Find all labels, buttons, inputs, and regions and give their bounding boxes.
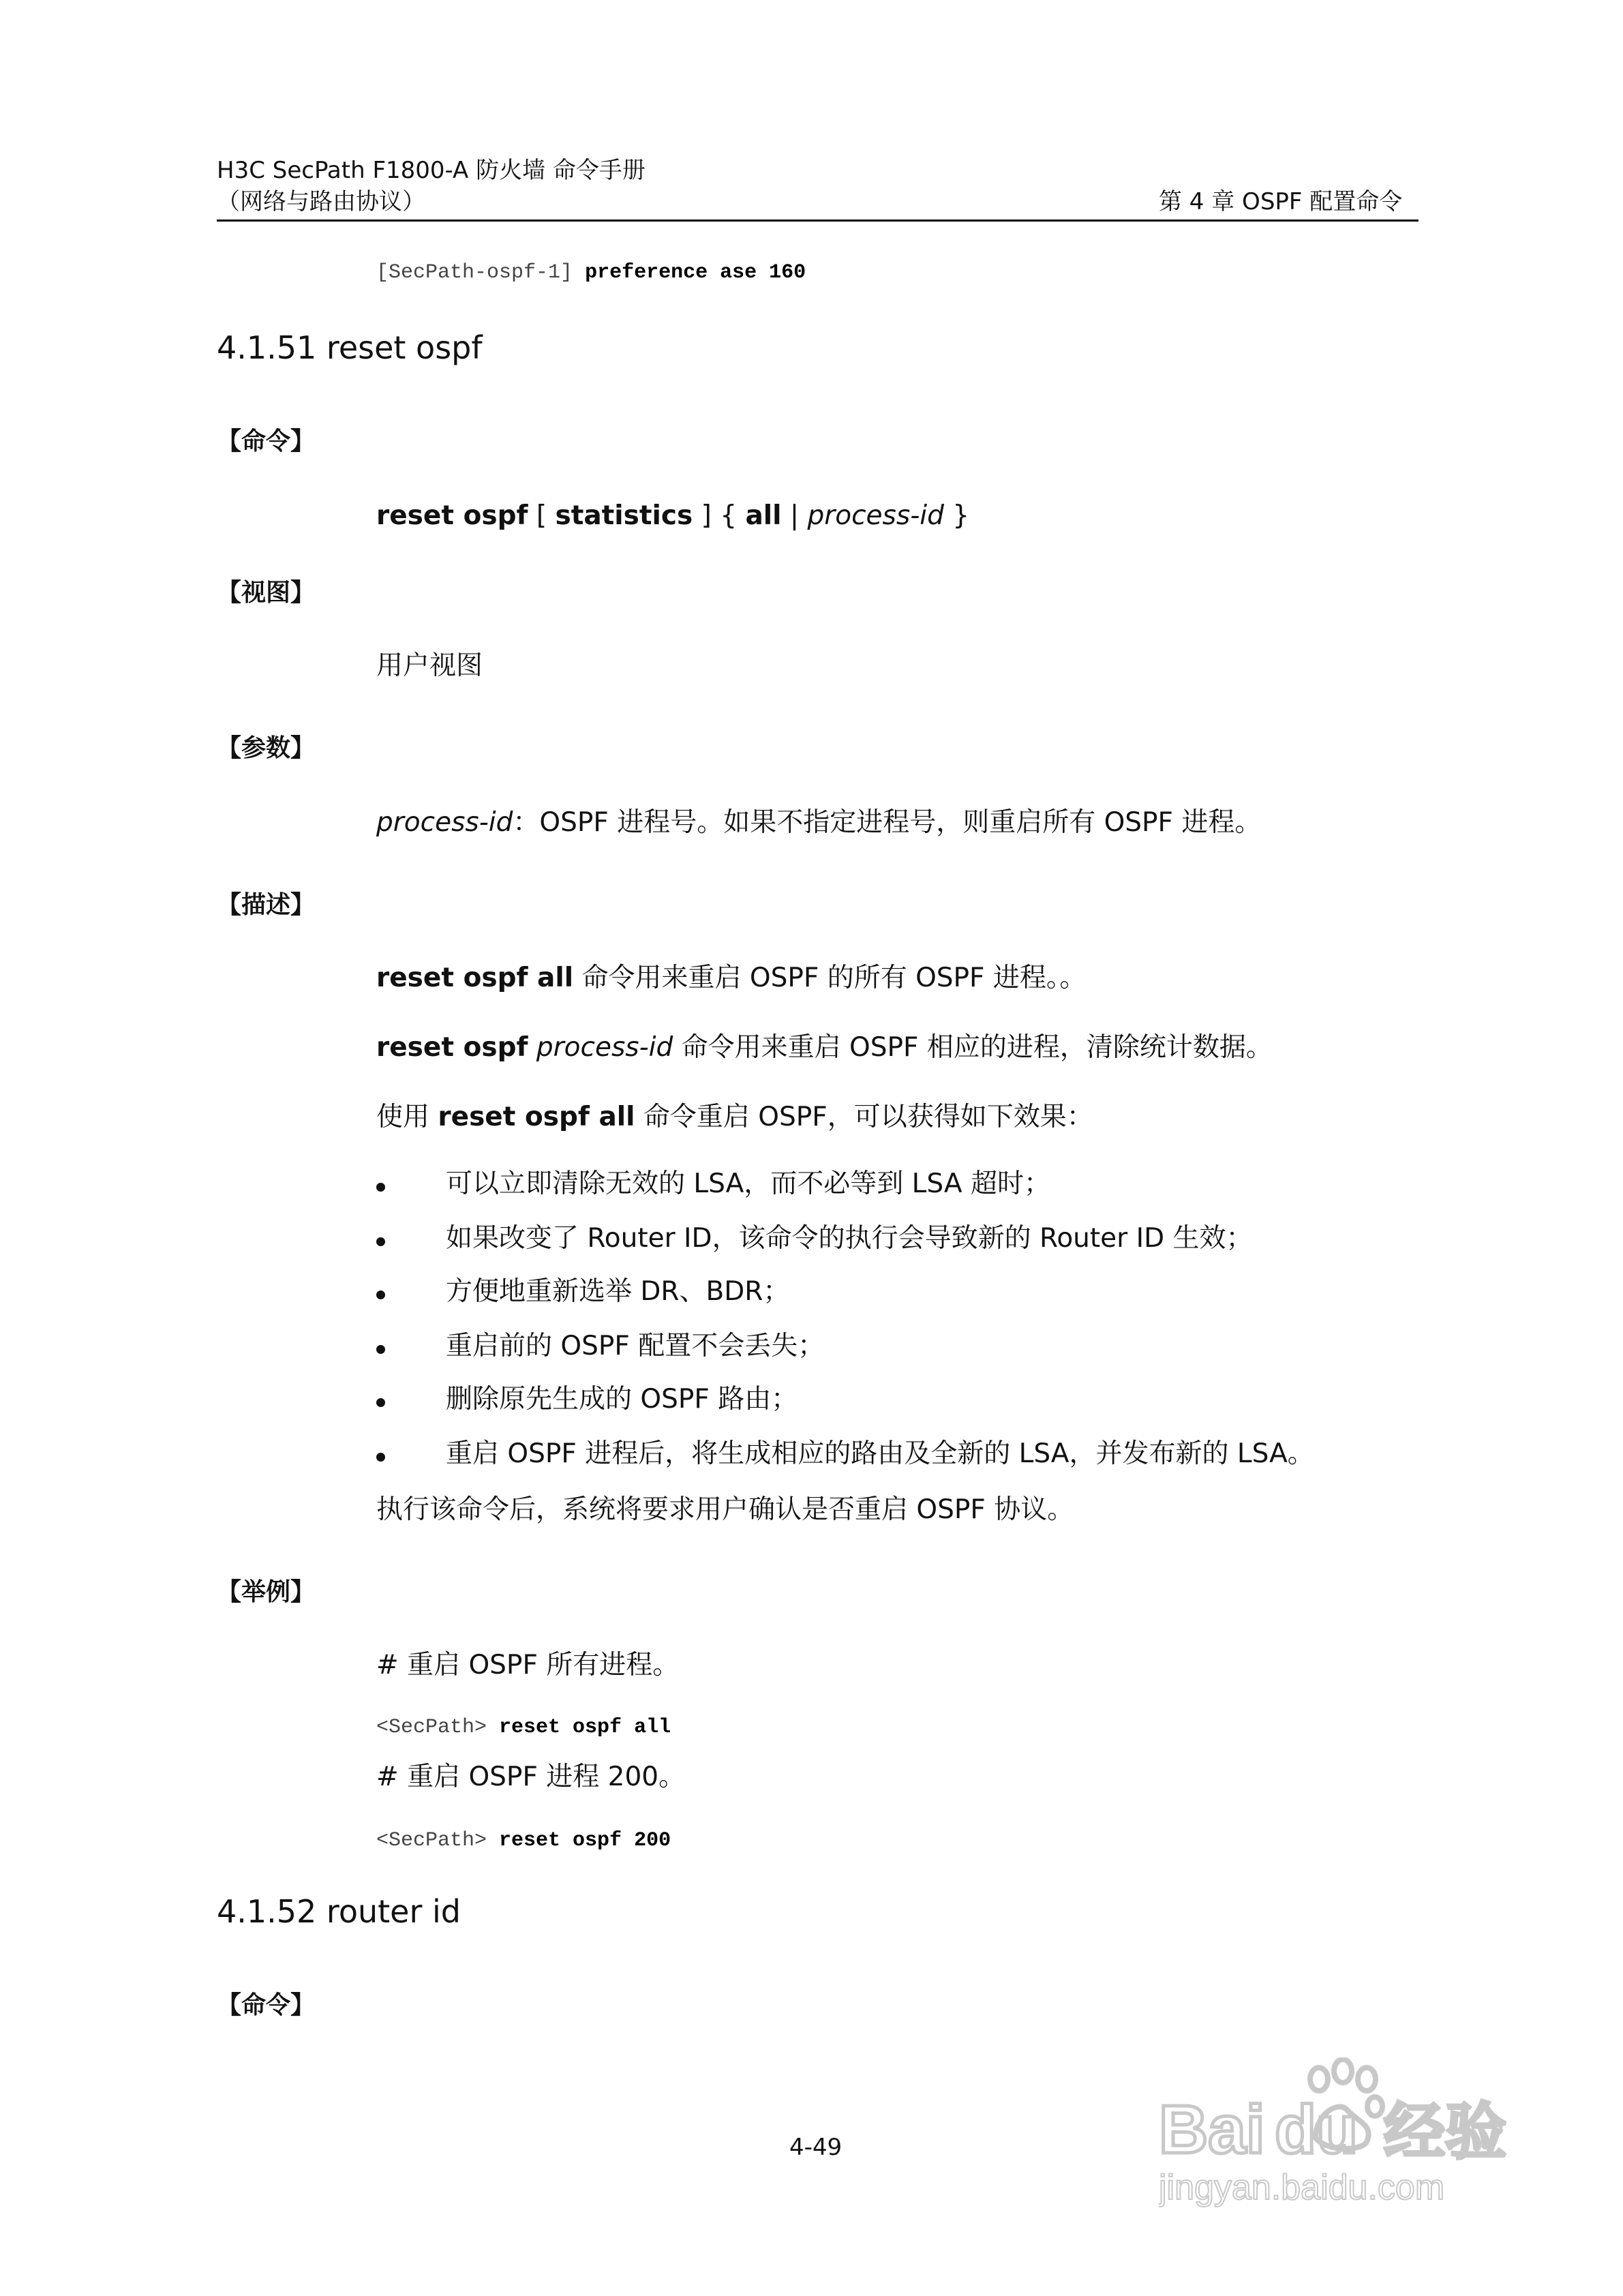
code-prompt: <SecPath> (376, 1829, 500, 1852)
code-line-preference (376, 259, 806, 286)
syntax-keyword-reset-ospf: reset ospf (376, 500, 528, 531)
desc-line-3 (376, 1100, 1093, 1134)
svg-text:经验: 经验 (1384, 2096, 1506, 2168)
svg-text:Bai: Bai (1159, 2091, 1265, 2168)
header-chapter: 第 4 章 OSPF 配置命令 (1159, 188, 1403, 215)
tag-view: 【视图】 (217, 579, 316, 607)
syntax-bracket-open: [ (528, 500, 556, 531)
view-text: 用户视图 (376, 650, 483, 681)
desc-text: 命令重启 OSPF，可以获得如下效果： (635, 1102, 1093, 1132)
desc-cmd: reset ospf all (376, 963, 574, 993)
bullet-dot (376, 1237, 385, 1246)
desc-line-1 (376, 961, 1086, 995)
tag-description: 【描述】 (217, 891, 316, 919)
bullet-dot (376, 1398, 385, 1407)
tag-command: 【命令】 (217, 1991, 316, 2019)
svg-text:du: du (1275, 2091, 1359, 2168)
list-item: 方便地重新选举 DR、BDR； (446, 1276, 790, 1307)
header-title-line2: （网络与路由协议） (217, 188, 425, 215)
list-item: 可以立即清除无效的 LSA，而不必等到 LSA 超时； (446, 1168, 1050, 1199)
syntax-arg-process-id: process-id (807, 500, 944, 531)
code-prompt: [SecPath-ospf-1] (376, 261, 586, 284)
syntax-brace-close: } (943, 500, 970, 531)
desc-cmd: reset ospf all (438, 1102, 635, 1132)
command-syntax (376, 499, 969, 533)
desc-text: 命令用来重启 OSPF 的所有 OSPF 进程。。 (573, 963, 1087, 993)
code-prompt: <SecPath> (376, 1716, 500, 1739)
bullet-dot (376, 1290, 385, 1299)
code-command: reset ospf 200 (499, 1829, 671, 1852)
param-process-id (376, 806, 1261, 840)
list-item: 删除原先生成的 OSPF 路由； (446, 1384, 798, 1415)
tag-example: 【举例】 (217, 1578, 316, 1606)
bullet-dot (376, 1183, 385, 1192)
desc-cmd: reset ospf (376, 1032, 528, 1063)
desc-text: 命令用来重启 OSPF 相应的进程，清除统计数据。 (673, 1032, 1273, 1063)
param-name: process-id (376, 807, 513, 838)
param-desc: ：OSPF 进程号。如果不指定进程号，则重启所有 OSPF 进程。 (513, 807, 1262, 838)
example-comment-2: # 重启 OSPF 进程 200。 (376, 1762, 686, 1792)
syntax-keyword-all: all (745, 500, 782, 531)
header-rule (217, 220, 1419, 222)
list-item: 如果改变了 Router ID，该命令的执行会导致新的 Router ID 生效； (446, 1223, 1253, 1254)
list-item: 重启 OSPF 进程后，将生成相应的路由及全新的 LSA，并发布新的 LSA。 (446, 1438, 1314, 1469)
section-heading-router-id: 4.1.52 router id (217, 1893, 461, 1930)
section-heading-reset-ospf: 4.1.51 reset ospf (217, 329, 483, 366)
tag-parameters: 【参数】 (217, 734, 316, 762)
list-item: 重启前的 OSPF 配置不会丢失； (446, 1331, 825, 1361)
syntax-brace-open: ] { (693, 500, 746, 531)
baidu-jingyan-logo (1159, 2091, 1541, 2207)
syntax-pipe: | (781, 500, 808, 531)
desc-arg: process-id (528, 1032, 673, 1063)
bullet-dot (376, 1453, 385, 1462)
bullet-dot (376, 1345, 385, 1354)
desc-line-4: 执行该命令后，系统将要求用户确认是否重启 OSPF 协议。 (376, 1494, 1074, 1525)
desc-line-2 (376, 1031, 1273, 1065)
syntax-keyword-statistics: statistics (555, 500, 693, 531)
code-command: preference ase 160 (585, 261, 806, 284)
page-number: 4-49 (789, 2134, 843, 2161)
example-code-1 (376, 1714, 671, 1741)
example-code-2 (376, 1827, 671, 1854)
header-title-line1: H3C SecPath F1800-A 防火墙 命令手册 (217, 157, 646, 184)
code-command: reset ospf all (499, 1716, 671, 1739)
tag-command: 【命令】 (217, 427, 316, 455)
desc-pre: 使用 (376, 1102, 438, 1132)
svg-text:jingyan.baidu.com: jingyan.baidu.com (1159, 2168, 1445, 2207)
example-comment-1: # 重启 OSPF 所有进程。 (376, 1650, 680, 1680)
